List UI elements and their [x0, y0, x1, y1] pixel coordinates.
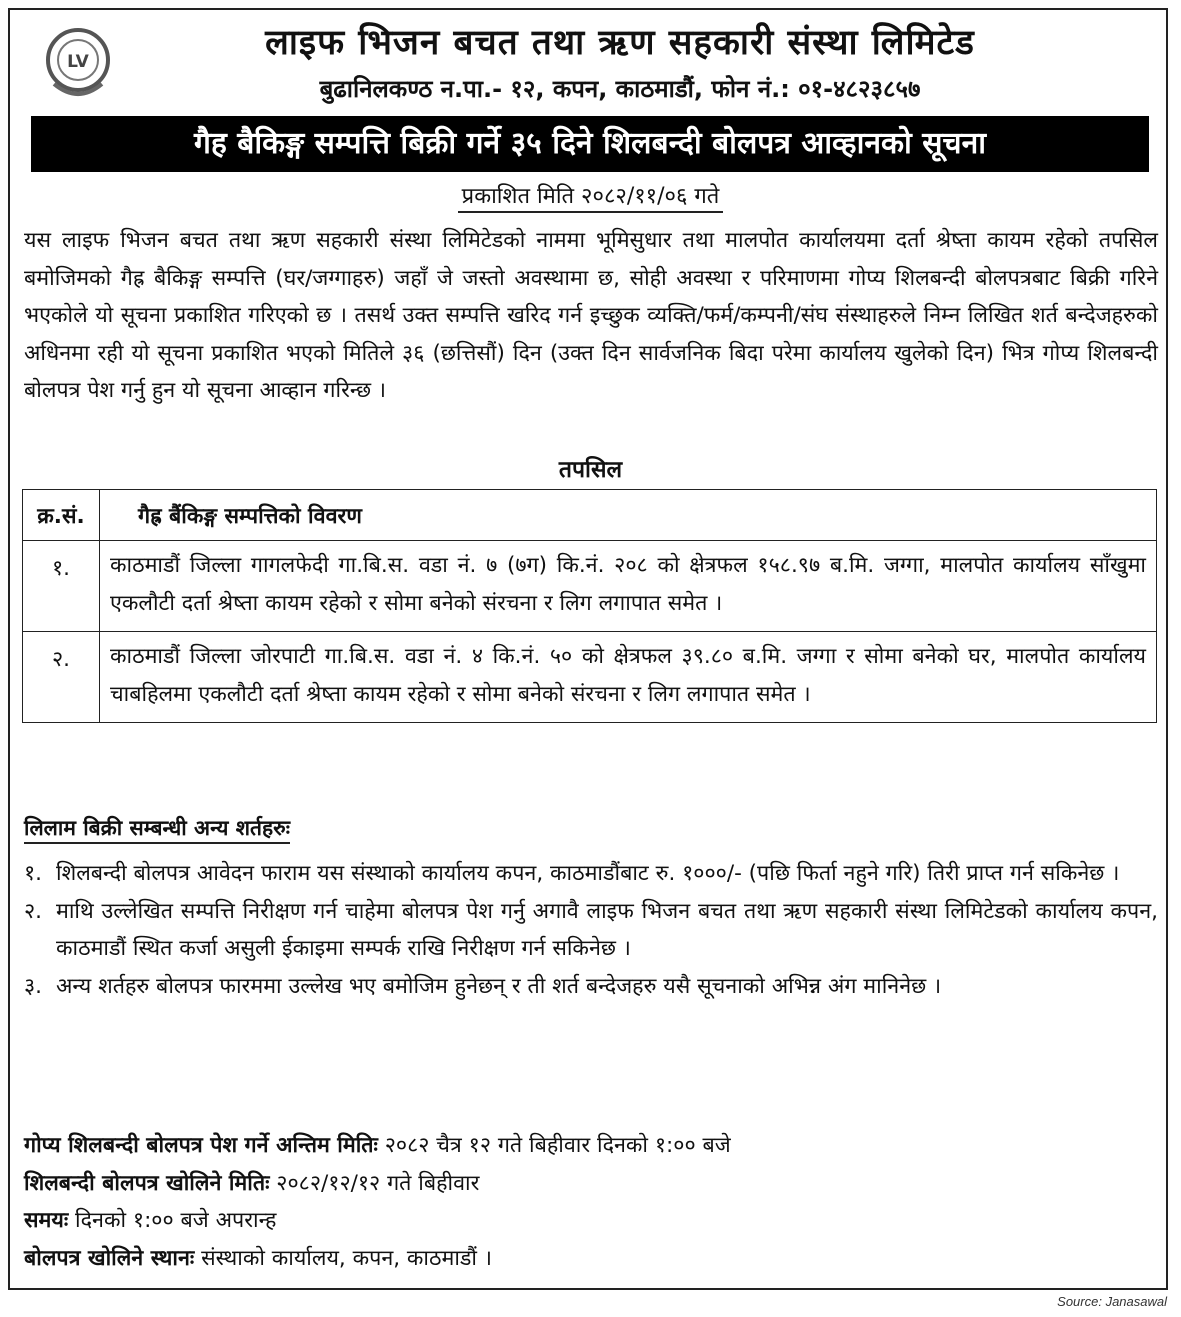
- conditions-list: [24, 855, 1158, 1005]
- organization-address: बुढानिलकण्ठ न.पा.- १२, कपन, काठमाडौं, फोन नं.: ०१-४८२३८५७: [319, 75, 921, 103]
- opening-time: [24, 1202, 1158, 1240]
- footer-value: दिनको १:०० बजे अपरान्ह: [68, 1208, 277, 1233]
- schedule-title: तपसिल: [558, 457, 623, 483]
- opening-place: [24, 1240, 1158, 1278]
- notice-title: गैह बैकिङ्ग सम्पत्ति बिक्री गर्ने ३५ दिने शिलबन्दी बोलपत्र आव्हानको सूचना: [31, 116, 1149, 172]
- organization-logo: [44, 24, 112, 102]
- header-description: गैह्र बैंकिङ्ग सम्पत्तिको विवरण: [100, 490, 1157, 541]
- intro-paragraph: यस लाइफ भिजन बचत तथा ऋण सहकारी संस्था लिमिटेडको नाममा भूमिसुधार तथा मालपोत कार्यालयमा दर्ता श्रेष्ता कायम रहेको तपसिल बमोजिमको गैह्र बैकिङ्ग सम्पत्ति (घर/जग्गाहरु) जहाँ जे जस्तो अवस्थामा छ, सोही अवस्था र परिमाणमा गोप्य शिलबन्दी बोलपत्रबाट बिक्री गरिने भएकोले यो सूचना प्रकाशित गरिएको छ । तसर्थ उक्त सम्पत्ति खरिद गर्न इच्छुक व्यक्ति/फर्म/कम्पनी/संघ संस्थाहरुले निम्न लिखित शर्त बन्देजहरुको अधिनमा रही यो सूचना प्रकाशित भएको मितिले ३६ (छत्तिसौं) दिन (उक्त दिन सार्वजनिक बिदा परेमा कार्यालय खुलेको दिन) भित्र गोप्य शिलबन्दी बोलपत्र पेश गर्नु हुन यो सूचना आव्हान गरिन्छ ।: [24, 228, 1158, 403]
- published-date-text: प्रकाशित मिति २०८२/११/०६ गते: [458, 184, 724, 213]
- condition-item: [24, 855, 1158, 893]
- condition-number: १.: [24, 861, 43, 886]
- table-row: [23, 541, 1157, 632]
- published-date: [0, 180, 1181, 210]
- header-serial: क्र.सं.: [23, 490, 100, 541]
- condition-text: माथि उल्लेखित सम्पत्ति निरीक्षण गर्न चाहेमा बोलपत्र पेश गर्नु अगावै लाइफ भिजन बचत तथा ऋण सहकारी संस्था लिमिटेडको कार्यालय कपन, काठमाडौं स्थित कर्जा असुली ईकाइमा सम्पर्क राखि निरीक्षण गर्न सकिनेछ ।: [56, 898, 1158, 961]
- footer-label: शिलबन्दी बोलपत्र खोलिने मितिः: [24, 1170, 270, 1196]
- organization-name: लाइफ भिजन बचत तथा ऋण सहकारी संस्था लिमिटेड: [265, 23, 975, 63]
- row-description: काठमाडौं जिल्ला गागलफेदी गा.बि.स. वडा नं. ७ (७ग) कि.नं. २०८ को क्षेत्रफल १५८.९७ ब.मि. जग्गा, मालपोत कार्यालय साँखुमा एकलौटी दर्ता श्रेष्ता कायम रहेको र सोमा बनेको संरचना र लिग लगापात समेत ।: [100, 541, 1157, 632]
- condition-item: [24, 968, 1158, 1006]
- row-description: काठमाडौं जिल्ला जोरपाटी गा.बि.स. वडा नं. ४ कि.नं. ५० को क्षेत्रफल ३९.८० ब.मि. जग्गा र सोमा बनेको घर, मालपोत कार्यालय चाबहिलमा एकलौटी दर्ता श्रेष्ता कायम रहेको र सोमा बनेको संरचना र लिग लगापात समेत ।: [100, 632, 1157, 723]
- row-serial: १.: [23, 541, 100, 632]
- condition-number: ३.: [24, 973, 43, 999]
- source-credit: Source: Janasawal: [1057, 1294, 1167, 1309]
- condition-number: २.: [24, 898, 43, 924]
- property-table: [22, 489, 1157, 723]
- footer-value: २०८२/१२/१२ गते बिहीवार: [269, 1170, 480, 1196]
- footer-label: समयः: [24, 1208, 69, 1233]
- opening-date: [24, 1165, 1158, 1203]
- deadline-info: [24, 1127, 1158, 1277]
- footer-label: गोप्य शिलबन्दी बोलपत्र पेश गर्ने अन्तिम मितिः: [24, 1133, 378, 1158]
- table-header-row: [23, 490, 1157, 541]
- conditions-title-text: लिलाम बिक्री सम्बन्धी अन्य शर्तहरुः: [24, 816, 290, 844]
- submission-deadline: [24, 1127, 1158, 1165]
- table-row: [23, 632, 1157, 723]
- footer-value: २०८२ चैत्र १२ गते बिहीवार दिनको १:०० बजे: [377, 1133, 731, 1158]
- condition-text: अन्य शर्तहरु बोलपत्र फारममा उल्लेख भए बमोजिम हुनेछन् र ती शर्त बन्देजहरु यसै सूचनाको अभिन्न अंग मानिनेछ ।: [56, 973, 942, 999]
- row-serial: २.: [23, 632, 100, 723]
- logo-text: LV: [67, 52, 89, 72]
- footer-label: बोलपत्र खोलिने स्थानः: [24, 1245, 195, 1271]
- condition-text: शिलबन्दी बोलपत्र आवेदन फाराम यस संस्थाको कार्यालय कपन, काठमाडौंबाट रु. १०००/- (पछि फिर्ता नहुने गरि) तिरी प्राप्त गर्न सकिनेछ ।: [56, 861, 1120, 886]
- condition-item: [24, 893, 1158, 968]
- conditions-title: [24, 814, 290, 842]
- footer-value: संस्थाको कार्यालय, कपन, काठमाडौं ।: [194, 1245, 492, 1271]
